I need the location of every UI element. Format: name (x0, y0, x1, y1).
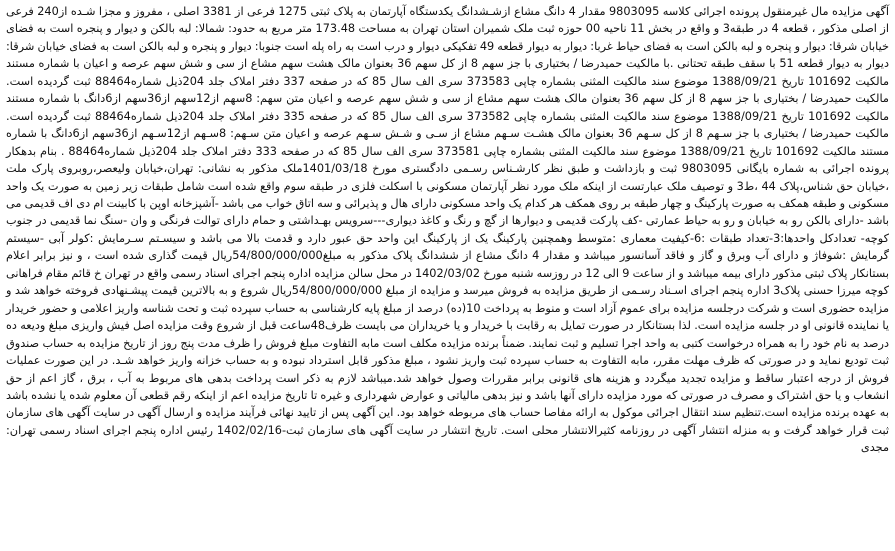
auction-notice-text: آگهی مزایده مال غیرمنقول پرونده اجرائی کلاسه 9803095 مقدار 4 دانگ مشاع ازشـشدانگ یکدستگاه آپارتمان به پلاک ثبتی 1275 فرعی از 3381 اصلی ، مفروز و مجزا شـده از240 فرعی از اصلی مذکور ، قطعه 4 در طبقه3 و واقع در بخش 11 ناحیه 00 حوزه ثبت ملک شمیران استان تهران به مساحت 173.48 متر مربع به حدود: شمالا: لبه بالکن و دیوار و پنجره است به فضای خیابان شرقا: دیوار و پنجره و لبه بالکن است به فضای حیاط غربا: دیوار به دیوار قطعه 49 تفکیکی دیوار و درب است به راه پله است جنوبا: دیوار و پنجره و لبه بالکن است به فضای خیابان شرقا: دیوار به دیوار قطعه 51 با سقف طبقه تحتانی .با مالکیت حمیدرضا / بختیاری با جز سهم 8 از کل سهم 36 بعنوان مالک هشت سهم مشاع از سی و شش سهم عرصه و اعیان با شماره مستند مالکیت 101692 تاریخ 1388/09/21 موضوع سند مالکیت المثنی بشماره چاپی 373583 سری الف سال 85 که در صفحه 337 دفتر املاک جلد 204ذیل شماره88464 ثبت گردیده است. مالکیت حمیدرضا / بختیاری با جز سهم 8 از کل سهم 36 بعنوان مالک هشت سهم مشاع از سی و شش سهم عرصه و اعیان متن سهم: 8سهم از12سهم از36سهم از6دانگ با شماره مستند مالکیت 101692 تاریخ 1388/09/21 موضوع سند مالکیت المثنی بشماره چاپی 373582 سری الف سال 85 که در صفحه 335 دفتر املاک جلد 204ذیل شماره88464 ثبت گردیده است. مالکیت حمیدرضا / بختیاری با جز سـهم 8 از کل سـهم 36 بعنوان مالک هشـت سـهم مشاع از سـی و شـش سـهم عرصه و اعیان متن سـهم: 8سـهم از12سـهم از36سهم از6دانگ با شماره مستند مالکیت 101692 تاریخ 1388/09/21 موضوع سند مالکیت المثنی بشماره چاپی 373581 سری الف سال 85 که در صفحه 333 دفتر املاک جلد 204ذیل شماره88464 . بنام بدهکار پرونده اجرائی به شماره بایگانی 9803095 ثبت و بازداشت و طبق نظر کارشـناس رسـمی دادگستری مورخ 1401/03/18ملک مذکور به نشانی: تهران،خیابان ولیعصر،روبروی پارک ملت ،خیابان حق شناس،پلاک 44 ،ط3 و توصیف ملک عبارتست از اینکه ملک مورد نظر آپارتمان مسکونی با اسکلت فلزی در طبقه سوم واقع شده است شامل طبقات زیر زمین به صورت یک واحد مسکونی و طبقه همکف به صورت پارکینگ و چهار طبقه بر روی همکف هر کدام یک واحد مسکونی دارای هال و پذیرائی و سه اتاق خواب می باشد -آشپزخانه اوپن با کابینت ام دی اف قدیمی می باشد -دارای بالکن رو به خیابان و رو به حیاط عمارتی -کف پارکت قدیمی و دیوارها از گچ و رنگ و کاغذ دیواری---سرویس بهـداشتی و حمام دارای توالت فرنگی و وان -سنگ نما قدیمی در جنوب کوچه- تعدادکل واحدها:3-تعداد طبقات :6-کیفیت معماری :متوسط وهمچنین پارکینگ یک از پارکینگ این واحد حق عبور دارد و قدمت بالا می باشد و سیسـتم سـرمایش :کولر آبی -سیستم گرمایش :شوفاژ و دارای آب وبرق و گاز و فاقد آسانسور میباشد و مقدار 4 دانگ مشاع از ششدانگ پلاک مذکور به مبلغ54/800/000/000ریال قیمت گذاری شده است ، و نیز برابر اعلام بستانکار پلاک ثبتی مذکور دارای بیمه میباشد و از ساعت 9 الی 12 در روزسه شنبه مورخ 1402/03/02 در محل سالن مزایده اداره پنجم اجرای اسناد رسمی واقع در تهران خ قائم مقام فراهانی کوچه میرزا حسنی پلاک3 اداره پنجم اجرای اسـناد رسـمی از طریق مزایده به فروش میرسد و مزایده از مبلغ 54/800/000/000ریال شروع و به بالاترین قیمت پیشـنهادی فروخته خواهد شد و مزایده حضوری است و شرکت درجلسه مزایده برای عموم آزاد است و منوط به پرداخت 10(ده) درصد از مبلغ پایه کارشناسی به حساب سپرده ثبت و تحت شناسه واریز اعلامی و حضور خریدار یا نماینده قانونی او در جلسه مزایده است. لذا بستانکار در صورت تمایل به رقابت با خریدار و یا خریداران می بایست ظرف48ساعت قبل از شروع وقت مزایده اصل فیش واریزی مبلغ ودیعه ده درصد به نام خود را به همراه درخواست کتبی به واحد اجرا تسلیم و ثبت نمایند. ضمناً برنده مزایده مکلف است مابه التفاوت مبلغ فروش را ظرف مدت پنج روز از تاریخ مزایده به حساب صندوق ثبت تودیع نماید و در صورتی که ظرف مهلت مقرر، مابه التفاوت به حساب سپرده ثبت واریز نشود ، مبلغ مذکور قابل استرداد نبوده و به حساب خزانه واریز خواهد شـد. در این صورت عملیات فروش از درجه اعتبار ساقط و مزایده تجدید میگردد و هزینه های قانونی برابر مقررات وصول خواهد شد.میباشد لازم به ذکر است پرداخت بدهی های مربوط به آب ، برق ، گاز اعم از حق انشعاب و یا حق اشتراک و مصرف در صورتی که مورد مزایده دارای آنها باشد و نیز بدهی مالیاتی و عوارض شهرداری و غیره تا تاریخ مزایده اعم از اینکه رقم قطعی آن معلوم شده یا نشده باشد به عهده برنده مزایده است.تنظیم سند انتقال اجرائی موکول به ارائه مفاصا حساب های مربوطه خواهد بود. این آگهی پس از تایید نهائی فرآیند مزایده و ارسال آگهی در سایت آگهی های سازمان ثبت قرار خواهد گرفت و به منزله انتشار آگهی در روزنامه کثیرالانتشار محلی است. تاریخ انتشار در سایت آگهی های سازمان ثبت-1402/02/16 رئیس اداره پنجم اجرای اسناد رسمی تهران: مجدی (6, 5, 890, 455)
